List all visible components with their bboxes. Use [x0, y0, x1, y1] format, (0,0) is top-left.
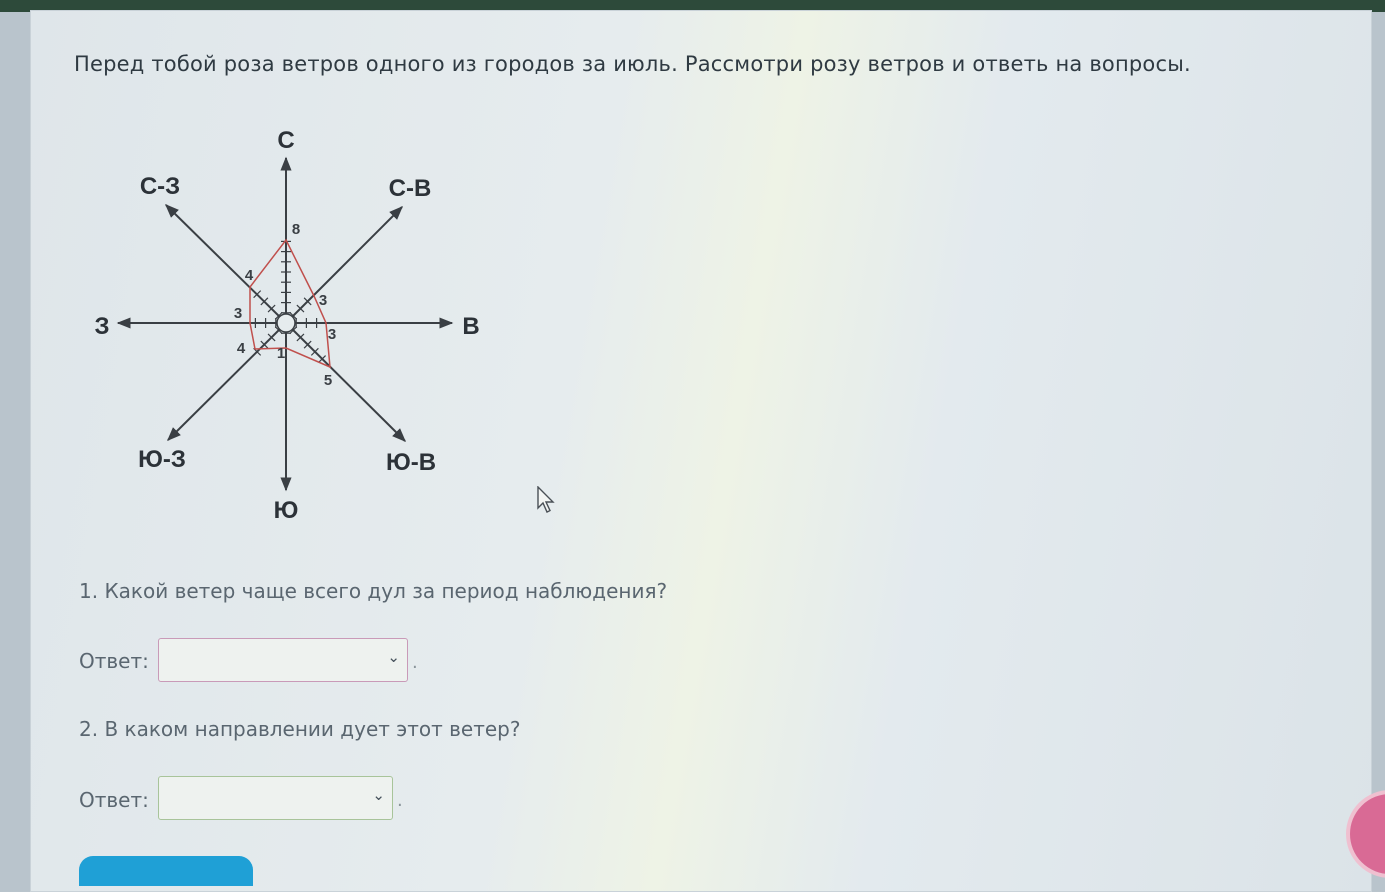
value-west: 3: [233, 305, 243, 322]
label-north-west: С-З: [139, 173, 181, 200]
value-south-west: 4: [236, 340, 246, 357]
check-answer-button[interactable]: [79, 856, 253, 886]
axis-south-east: [286, 323, 405, 441]
value-south-east: 5: [323, 372, 333, 389]
value-east: 3: [327, 326, 337, 343]
mouse-pointer-icon: [536, 486, 556, 514]
answer-2-select[interactable]: [158, 776, 393, 820]
value-north: 8: [291, 221, 301, 238]
answer-1-select[interactable]: [158, 638, 408, 682]
axis-south-west: [168, 323, 286, 440]
axis-north-east: [286, 207, 402, 323]
label-south-east: Ю-В: [385, 449, 437, 476]
question-1: 1. Какой ветер чаще всего дул за период наблюдения?: [79, 579, 668, 603]
label-south: Ю: [273, 497, 299, 524]
value-north-west: 4: [244, 267, 254, 284]
center-circle: [277, 314, 295, 332]
value-south: 1: [276, 345, 286, 362]
question-2: 2. В каком направлении дует этот ветер?: [79, 717, 521, 741]
answer-2-label: Ответ:: [79, 788, 149, 812]
task-text: Перед тобой роза ветров одного из городов за июль. Рассмотри розу ветров и ответь на вопросы.: [74, 52, 1191, 76]
chevron-down-icon: ⌄: [387, 648, 400, 666]
answer-2-period: .: [397, 790, 403, 811]
label-south-west: Ю-З: [138, 446, 186, 473]
chevron-down-icon: ⌄: [372, 786, 385, 804]
label-east: В: [462, 313, 480, 340]
answer-1-label: Ответ:: [79, 649, 149, 673]
wind-rose-diagram: [80, 120, 500, 530]
label-north: С: [277, 127, 295, 154]
label-north-east: С-В: [388, 175, 432, 202]
scale-ticks: [254, 241, 326, 362]
answer-1-period: .: [412, 652, 418, 673]
label-west: З: [94, 313, 110, 340]
value-north-east: 3: [318, 292, 328, 309]
